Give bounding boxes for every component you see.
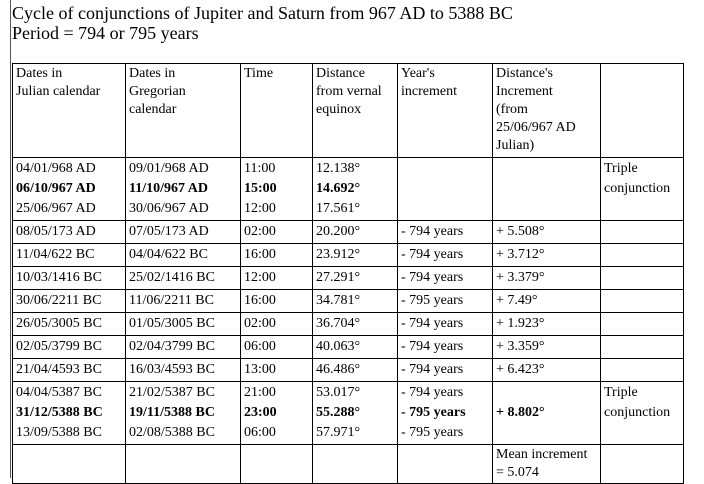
cell-line: + 3.712° — [496, 247, 545, 262]
cell-line: 31/12/5388 BC — [16, 405, 103, 420]
header-cell-notes — [601, 64, 684, 158]
cell-line: 16:00 — [244, 247, 276, 262]
left-border-line — [10, 0, 11, 478]
cell-gregorian — [126, 244, 241, 267]
cell-line: - 794 years — [401, 385, 464, 400]
cell-julian — [13, 221, 126, 244]
cell-julian — [13, 336, 126, 359]
cell-dist_increment — [493, 158, 601, 221]
cell-gregorian — [126, 336, 241, 359]
cell-gregorian — [126, 221, 241, 244]
note-line: Triple — [604, 385, 638, 400]
cell-time — [241, 313, 313, 336]
cell-years — [398, 359, 493, 382]
cell-line: 06/10/967 AD — [16, 181, 96, 196]
header-cell-years — [398, 64, 493, 158]
cell-note — [601, 382, 684, 445]
header-text: Distance — [316, 66, 365, 81]
cell-gregorian — [126, 267, 241, 290]
cell-line: 26/05/3005 BC — [16, 316, 102, 331]
cell-time — [241, 244, 313, 267]
cell-line: 01/05/3005 BC — [129, 316, 215, 331]
table-body — [13, 64, 684, 484]
cell-julian — [13, 382, 126, 445]
cell-line: - 794 years — [401, 247, 464, 262]
note-line: conjunction — [604, 405, 671, 420]
cell-distance — [313, 359, 398, 382]
cell-line: 57.971° — [316, 425, 361, 440]
header-text: increment — [401, 84, 457, 99]
cell-line: 20.200° — [316, 224, 361, 239]
cell-line: 34.781° — [316, 293, 361, 308]
cell-note — [601, 244, 684, 267]
cell-line: 07/05/173 AD — [129, 224, 209, 239]
cell-line: 11/10/967 AD — [129, 181, 208, 196]
cell-line: 23:00 — [244, 405, 277, 420]
cell-line: 04/01/968 AD — [16, 161, 96, 176]
cell-dist_increment — [493, 313, 601, 336]
header-text: calendar — [129, 102, 177, 117]
cell-line: 11/04/622 BC — [16, 247, 95, 262]
cell-distance — [313, 158, 398, 221]
cell-dist_increment — [493, 359, 601, 382]
cell-gregorian — [126, 158, 241, 221]
table-row — [13, 313, 684, 336]
cell-line: 21/02/5387 BC — [129, 385, 215, 400]
table-row — [13, 221, 684, 244]
cell-line: 12:00 — [244, 201, 276, 216]
header-cell-distance — [313, 64, 398, 158]
cell-line: 04/04/622 BC — [129, 247, 208, 262]
cell-note — [601, 158, 684, 221]
cell-line: 30/06/2211 BC — [16, 293, 102, 308]
cell-line: + 3.379° — [496, 270, 545, 285]
cell-distance — [313, 336, 398, 359]
cell-distance — [313, 290, 398, 313]
header-cell-dist_increment — [493, 64, 601, 158]
page-heading — [12, 3, 513, 43]
cell-years — [398, 267, 493, 290]
cell-distance — [313, 244, 398, 267]
cell-line: 13/09/5388 BC — [16, 425, 102, 440]
cell-note — [601, 290, 684, 313]
table-row — [13, 336, 684, 359]
cell-line: 02/04/3799 BC — [129, 339, 215, 354]
cell-line: 53.017° — [316, 385, 361, 400]
note-line: Triple — [604, 161, 638, 176]
cell-line: 04/04/5387 BC — [16, 385, 102, 400]
cell-years — [398, 382, 493, 445]
cell-line: - 795 years — [401, 405, 466, 420]
cell-dist_increment — [493, 336, 601, 359]
cell-line: 19/11/5388 BC — [129, 405, 215, 420]
cell-years — [398, 221, 493, 244]
cell-years — [398, 158, 493, 221]
cell-note — [601, 336, 684, 359]
cell-line: 08/05/173 AD — [16, 224, 96, 239]
header-text: Julian) — [496, 138, 535, 153]
cell-note — [601, 221, 684, 244]
cell-line: 17.561° — [316, 201, 361, 216]
cell-line: 06:00 — [244, 339, 276, 354]
cell-dist_increment — [493, 290, 601, 313]
table-row — [13, 290, 684, 313]
cell-dist_increment — [493, 267, 601, 290]
cell-line: 12:00 — [244, 270, 276, 285]
header-cell-gregorian — [126, 64, 241, 158]
cell-line: + 1.923° — [496, 316, 545, 331]
header-cell-julian — [13, 64, 126, 158]
cell-years — [398, 313, 493, 336]
cell-line: 02:00 — [244, 224, 276, 239]
cell-time — [241, 336, 313, 359]
table-header-row — [13, 64, 684, 158]
cell-line: 02/08/5388 BC — [129, 425, 215, 440]
table-row — [13, 244, 684, 267]
cell-line: 02/05/3799 BC — [16, 339, 102, 354]
header-cell-time — [241, 64, 313, 158]
cell-line: 11:00 — [244, 161, 276, 176]
cell-line: - 794 years — [401, 224, 464, 239]
cell-line: 16/03/4593 BC — [129, 362, 215, 377]
cell-line: + 7.49° — [496, 293, 538, 308]
cell-line: - 795 years — [401, 293, 464, 308]
cell-dist_increment — [493, 221, 601, 244]
cell-line: + 3.359° — [496, 339, 545, 354]
cell-julian — [13, 359, 126, 382]
cell-distance — [313, 313, 398, 336]
cell-gregorian — [126, 359, 241, 382]
cell-julian — [13, 158, 126, 221]
cell-time — [241, 359, 313, 382]
cell-julian — [13, 267, 126, 290]
cell-distance — [313, 267, 398, 290]
header-text: Year's — [401, 66, 435, 81]
cell-line — [496, 423, 597, 443]
cell-line: 06:00 — [244, 425, 276, 440]
cell-line: 40.063° — [316, 339, 361, 354]
table-row — [13, 267, 684, 290]
cell-line: + 8.802° — [496, 405, 545, 420]
cell-note — [601, 359, 684, 382]
header-text: Time — [244, 66, 274, 81]
header-text: Gregorian — [129, 84, 186, 99]
cell-line: 13:00 — [244, 362, 276, 377]
page-title: Cycle of conjunctions of Jupiter and Saturn from 967 AD to 5388 BC — [12, 3, 513, 23]
cell-line: 23.912° — [316, 247, 361, 262]
note-line: conjunction — [604, 181, 671, 196]
cell-line — [496, 383, 597, 403]
conjunctions-table — [12, 63, 684, 484]
cell-time — [241, 290, 313, 313]
cell-years — [398, 290, 493, 313]
cell-julian — [13, 290, 126, 313]
mean-increment-text: = 5.074 — [496, 465, 539, 480]
cell-line: 09/01/968 AD — [129, 161, 209, 176]
cell-line: - 794 years — [401, 270, 464, 285]
cell-line: 21/04/4593 BC — [16, 362, 102, 377]
cell-line: 27.291° — [316, 270, 361, 285]
header-text: Dates in — [129, 66, 176, 81]
header-text: Julian calendar — [16, 84, 101, 99]
cell-time — [241, 158, 313, 221]
cell-time — [241, 267, 313, 290]
cell-years — [398, 336, 493, 359]
cell-line: - 794 years — [401, 316, 464, 331]
header-text: from vernal — [316, 84, 382, 99]
cell-line: 11/06/2211 BC — [129, 293, 214, 308]
cell-time — [241, 382, 313, 445]
cell-gregorian — [126, 290, 241, 313]
header-text: equinox — [316, 102, 362, 117]
cell-line: - 794 years — [401, 362, 464, 377]
cell-note — [601, 267, 684, 290]
header-text: 25/06/967 AD — [496, 120, 576, 135]
page-subtitle: Period = 794 or 795 years — [12, 23, 199, 43]
cell-line: 15:00 — [244, 181, 277, 196]
header-text: Distance's — [496, 66, 553, 81]
cell-line: 10/03/1416 BC — [16, 270, 102, 285]
cell-line: 21:00 — [244, 385, 276, 400]
cell-dist_increment — [493, 244, 601, 267]
cell-line: + 5.508° — [496, 224, 545, 239]
cell-line: + 6.423° — [496, 362, 545, 377]
cell-line: 14.692° — [316, 181, 361, 196]
table-row — [13, 382, 684, 445]
cell-line: 30/06/967 AD — [129, 201, 209, 216]
table-row — [13, 359, 684, 382]
cell-line: - 795 years — [401, 425, 464, 440]
cell-line: - 794 years — [401, 339, 464, 354]
mean-increment-text: Mean increment — [496, 447, 588, 462]
cell-line: 02:00 — [244, 316, 276, 331]
cell-line: 12.138° — [316, 161, 361, 176]
cell-note — [601, 313, 684, 336]
cell-dist_increment — [493, 382, 601, 445]
header-text: Increment — [496, 84, 553, 99]
cell-line: 46.486° — [316, 362, 361, 377]
header-text: (from — [496, 102, 528, 117]
cell-julian — [13, 313, 126, 336]
cell-gregorian — [126, 313, 241, 336]
cell-line: 16:00 — [244, 293, 276, 308]
cell-gregorian — [126, 382, 241, 445]
cell-distance — [313, 221, 398, 244]
table-row — [13, 158, 684, 221]
header-text: Dates in — [16, 66, 63, 81]
cell-years — [398, 244, 493, 267]
cell-line: 25/02/1416 BC — [129, 270, 215, 285]
cell-julian — [13, 244, 126, 267]
cell-time — [241, 221, 313, 244]
cell-distance — [313, 382, 398, 445]
cell-line: 25/06/967 AD — [16, 201, 96, 216]
cell-line: 36.704° — [316, 316, 361, 331]
cell-line: 55.288° — [316, 405, 361, 420]
